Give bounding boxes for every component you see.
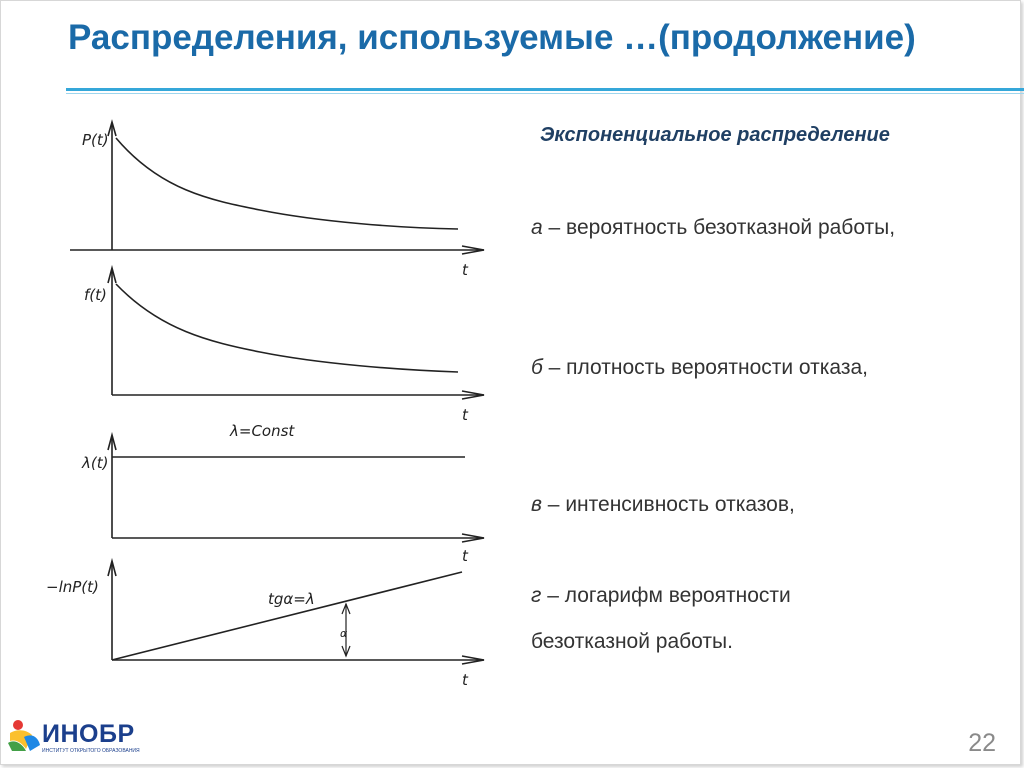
plot-d-xlabel: t [462,671,468,689]
description-a-letter: а [531,216,543,239]
slide-subtitle: Экспоненциальное распределение [540,124,890,146]
description-b-letter: б [531,356,543,379]
plot-c-annotation: λ=Const [230,422,295,440]
description-d-text: – логарифм вероятности [541,584,791,607]
plot-a-pt [70,122,484,254]
plot-b-curve [116,284,458,372]
description-b-text: – плотность вероятности отказа, [542,356,869,379]
logo-name: ИНОБР [42,720,135,748]
plot-a-curve [116,138,458,229]
logo-dot-red [13,720,23,730]
logo-tagline: ИНСТИТУТ ОТКРЫТОГО ОБРАЗОВАНИЯ [42,748,140,754]
page-number: 22 [968,729,996,757]
plot-b-ft [108,268,484,399]
description-c-text: – интенсивность отказов, [541,493,795,516]
description-d-line2: безотказной работы. [531,630,733,653]
plot-d-lnp [108,561,484,664]
plot-d-line [112,572,462,660]
plot-d-annotation: tgα=λ [268,590,315,608]
plot-c-xlabel: t [462,547,468,565]
plot-d-angle-label: α [340,627,348,640]
plot-a-xlabel: t [462,261,468,279]
slide-title: Распределения, используемые …(продолжение) [68,18,916,57]
description-c-letter: в [531,493,542,516]
description-a-text: – вероятность безотказной работы, [542,216,896,239]
plot-d-ylabel: −lnP(t) [46,578,99,596]
plot-c-ylabel: λ(t) [82,454,109,472]
plot-b-ylabel: f(t) [84,286,107,304]
plot-b-xlabel: t [462,406,468,424]
plot-c-lambda [108,435,484,542]
description-d-letter: г [531,584,542,607]
plot-a-ylabel: P(t) [82,131,109,149]
